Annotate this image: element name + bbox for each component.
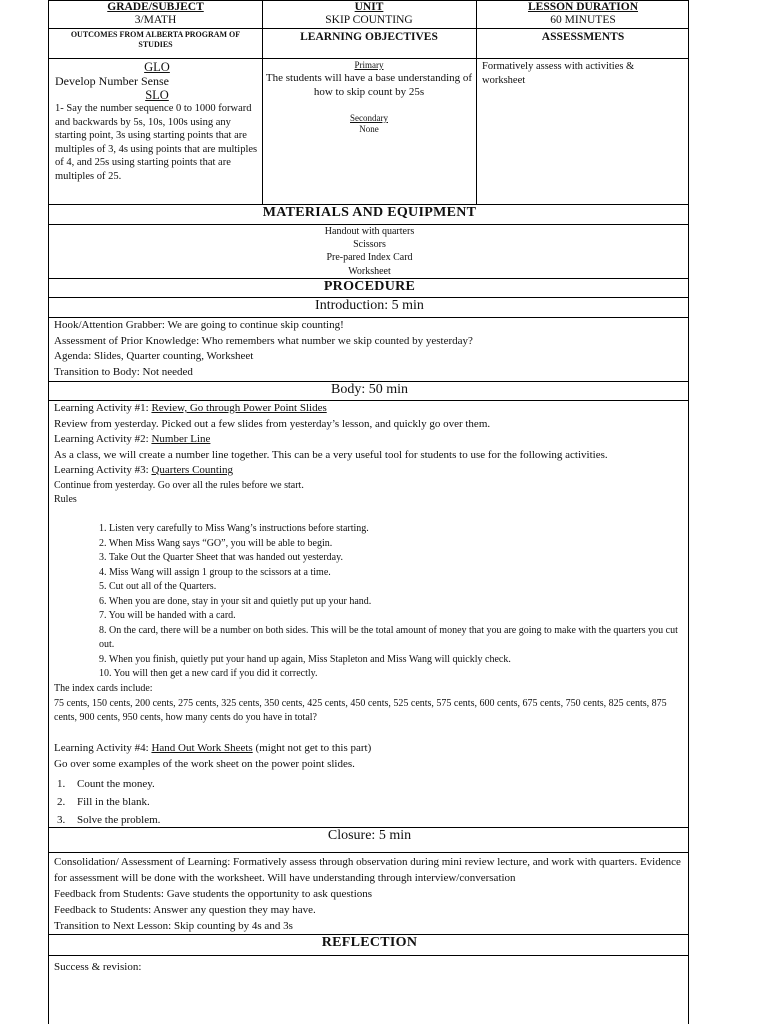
activity-4-text: Go over some examples of the work sheet on the power point slides. <box>54 757 355 770</box>
materials-list <box>49 225 690 278</box>
worksheet-step: 1. Count the money. <box>57 778 155 790</box>
grade-subject-title: GRADE/SUBJECT <box>107 1 204 13</box>
introduction-section <box>49 318 685 380</box>
unit-cell <box>262 1 476 27</box>
outcomes-cell <box>55 60 259 183</box>
lesson-plan-page <box>48 0 689 1024</box>
activity-1-text: Review from yesterday. Picked out a few slides from yesterday’s lesson, and quickly go over them. <box>54 417 491 430</box>
rule-item: 2. When Miss Wang says “GO”, you will be able to begin. <box>99 537 333 549</box>
secondary-label: Secondary <box>350 113 388 123</box>
activity-4-prefix: Learning Activity #4: <box>54 742 152 754</box>
transition-line: Transition to Body: Not needed <box>54 365 193 378</box>
reflection-label: Success & revision: <box>54 961 142 973</box>
materials-item: Pre-pared Index Card <box>326 252 413 264</box>
duration-value: 60 MINUTES <box>550 14 616 26</box>
slo-label: SLO <box>145 88 169 102</box>
slo-text: 1- Say the number sequence 0 to 1000 forward and backwards by 5s, 10s, 100s using any starting point, 3s using starting points that are multiples of 3, 4s using points that are multiples of 4, and 25s using starting points that are multiples of 25. <box>55 103 258 182</box>
feedback-from-students-line: Feedback from Students: Gave students the opportunity to ask questions <box>54 888 373 900</box>
activity-3-text: Continue from yesterday. Go over all the rules before we start. <box>54 479 304 491</box>
materials-title: MATERIALS AND EQUIPMENT <box>262 205 477 220</box>
primary-text: The students will have a base understanding of how to skip count by 25s <box>265 72 473 98</box>
activity-2-title: Number Line <box>151 433 211 445</box>
rule-item: 1. Listen very carefully to Miss Wang’s instructions before starting. <box>99 523 369 534</box>
activity-2-prefix: Learning Activity #2: <box>54 433 152 445</box>
body-section <box>49 401 685 508</box>
objectives-heading: LEARNING OBJECTIVES <box>300 31 438 43</box>
assessments-heading: ASSESSMENTS <box>541 31 625 43</box>
activity-3-title: Quarters Counting <box>151 464 234 476</box>
closure-section <box>49 854 685 934</box>
materials-item: Handout with quarters <box>324 226 415 237</box>
consolidation-line: Consolidation/ Assessment of Learning: Formatively assess through observation during mini review lecture, and work with quarters. Evidence for assessment will be done with the worksheet. Will have understanding through interview/conversation <box>54 856 681 884</box>
glo-label: GLO <box>144 60 170 74</box>
activity-2-heading <box>54 432 685 448</box>
activity-1-title: Review, Go through Power Point Slides <box>151 402 327 414</box>
rule-item: 7. You will be handed with a card. <box>99 610 236 621</box>
worksheet-step: 2. Fill in the blank. <box>57 796 150 808</box>
body-title: Body: 50 min <box>330 382 408 397</box>
hook-line: Hook/Attention Grabber: We are going to continue skip counting! <box>54 319 344 331</box>
activity-4-heading <box>54 741 685 757</box>
activity-4-title: Hand Out Work Sheets <box>151 742 253 754</box>
activity-3-heading <box>54 463 685 479</box>
glo-text: Develop Number Sense <box>55 74 169 88</box>
index-cards-text: 75 cents, 150 cents, 200 cents, 275 cents, 325 cents, 350 cents, 425 cents, 450 cents, 525 cents, 575 cents, 600 cents, 675 cents, 750 cents, 825 cents, 875 cents, 900 cents, 950 cents, how many cents do you have in total? <box>54 697 667 723</box>
activity-1-heading <box>54 401 685 417</box>
index-cards-label: The index cards include: <box>54 683 153 694</box>
transition-next-lesson-line: Transition to Next Lesson: Skip counting by 4s and 3s <box>54 920 293 932</box>
rule-item: 4. Miss Wang will assign 1 group to the scissors at a time. <box>99 566 331 578</box>
objectives-cell <box>265 60 473 135</box>
rules-label: Rules <box>54 494 77 505</box>
primary-label: Primary <box>354 60 384 70</box>
prior-knowledge-line: Assessment of Prior Knowledge: Who remembers what number we skip counted by yesterday? <box>54 334 473 347</box>
grade-subject-value: 3/MATH <box>134 14 177 26</box>
unit-title: UNIT <box>354 1 384 13</box>
introduction-title: Introduction: 5 min <box>315 298 424 313</box>
activity-2-text: As a class, we will create a number line together. This can be a very useful tool for students to use for the following activities. <box>54 448 608 461</box>
worksheet-steps <box>57 775 677 829</box>
activity-3-prefix: Learning Activity #3: <box>54 464 152 476</box>
index-cards-section <box>54 682 686 726</box>
rule-item: 3. Take Out the Quarter Sheet that was handed out yesterday. <box>99 552 343 563</box>
activity-4-suffix: (might not get to this part) <box>252 742 372 754</box>
materials-item: Worksheet <box>348 265 391 277</box>
rules-list <box>49 522 685 682</box>
duration-cell <box>476 1 690 27</box>
reflection-title: REFLECTION <box>321 935 418 950</box>
rule-item: 6. When you are done, stay in your sit and quietly put up your hand. <box>99 595 372 607</box>
activity-4-section <box>49 741 685 772</box>
worksheet-step: 3. Solve the problem. <box>57 814 161 826</box>
rule-item: 9. When you finish, quietly put your hand up again, Miss Stapleton and Miss Wang will quickly check. <box>99 653 511 665</box>
secondary-text: None <box>359 124 379 134</box>
outcomes-heading: OUTCOMES FROM ALBERTA PROGRAM OF STUDIES <box>70 30 241 49</box>
assessments-text: Formatively assess with activities & worksheet <box>482 61 635 86</box>
grade-subject-cell <box>49 1 262 27</box>
activity-1-prefix: Learning Activity #1: <box>54 402 152 414</box>
procedure-title: PROCEDURE <box>323 279 416 294</box>
rule-item: 5. Cut out all of the Quarters. <box>99 581 217 592</box>
rule-item: 8. On the card, there will be a number on both sides. This will be the total amount of money that you are going to make with the quarters you cut out. <box>99 624 678 650</box>
rule-item: 10. You will then get a new card if you did it correctly. <box>99 668 318 679</box>
unit-value: SKIP COUNTING <box>325 14 413 26</box>
duration-title: LESSON DURATION <box>527 1 639 13</box>
agenda-line: Agenda: Slides, Quarter counting, Worksheet <box>54 350 254 362</box>
feedback-to-students-line: Feedback to Students: Answer any question they may have. <box>54 904 316 916</box>
closure-title: Closure: 5 min <box>327 828 412 843</box>
materials-item: Scissors <box>353 239 386 251</box>
